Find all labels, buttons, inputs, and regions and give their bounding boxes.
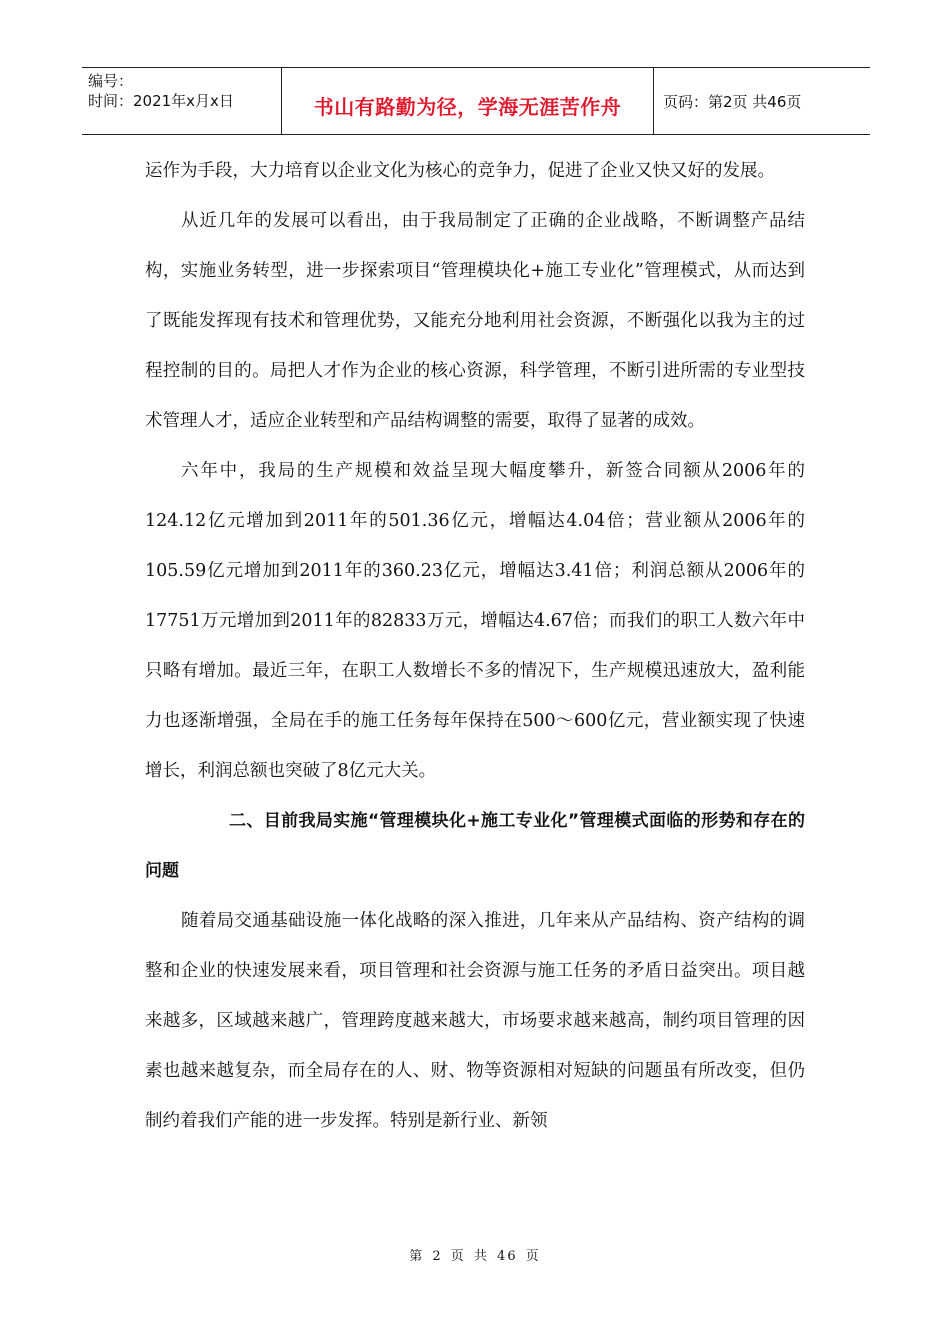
- document-body: [145, 146, 805, 1146]
- document-date: 时间：2021年x月x日: [88, 92, 234, 110]
- header-motto: 书山有路勤为径，学海无涯苦作舟: [282, 68, 654, 134]
- header-page-info: 页码：第2页 共46页: [663, 92, 802, 111]
- paragraph-continuation: 运作为手段，大力培育以企业文化为核心的竞争力，促进了企业又快又好的发展。: [145, 161, 775, 181]
- paragraph-problems: 随着局交通基础设施一体化战略的深入推进，几年来从产品结构、资产结构的调整和企业的快速发展来看，项目管理和社会资源与施工任务的矛盾日益突出。项目越来越多，区域越来越广，管理跨度越来越大，市场要求越来越高，制约项目管理的因素也越来越复杂，而全局存在的人、财、物等资源相对短缺的问题虽有所改变，但仍制约着我们产能的进一步发挥。特别是新行业、新领: [145, 911, 805, 1131]
- page-header: [82, 67, 870, 135]
- page-footer: 第 2 页 共 46 页: [409, 1249, 541, 1264]
- paragraph-strategy: 从近几年的发展可以看出，由于我局制定了正确的企业战略，不断调整产品结构，实施业务转型，进一步探索项目“管理模块化+施工专业化”管理模式，从而达到了既能发挥现有技术和管理优势，又能充分地利用社会资源，不断强化以我为主的过程控制的目的。局把人才作为企业的核心资源，科学管理，不断引进所需的专业型技术管理人才，适应企业转型和产品结构调整的需要，取得了显著的成效。: [145, 211, 805, 431]
- header-info-cell: [82, 68, 282, 134]
- paragraph-growth: 六年中，我局的生产规模和效益呈现大幅度攀升，新签合同额从2006年的124.12亿元增加到2011年的501.36亿元，增幅达4.04倍；营业额从2006年的105.59亿元增加到2011年的360.23亿元，增幅达3.41倍；利润总额从2006年的17751万元增加到2011年的82833万元，增幅达4.67倍；而我们的职工人数六年中只略有增加。最近三年，在职工人数增长不多的情况下，生产规模迅速放大，盈利能力也逐渐增强，全局在手的施工任务每年保持在500～600亿元，营业额实现了快速增长，利润总额也突破了8亿元大关。: [145, 461, 805, 781]
- document-number-label: 编号：: [88, 72, 134, 90]
- section-heading: 二、目前我局实施“管理模块化+施工专业化”管理模式面临的形势和存在的问题: [145, 811, 805, 881]
